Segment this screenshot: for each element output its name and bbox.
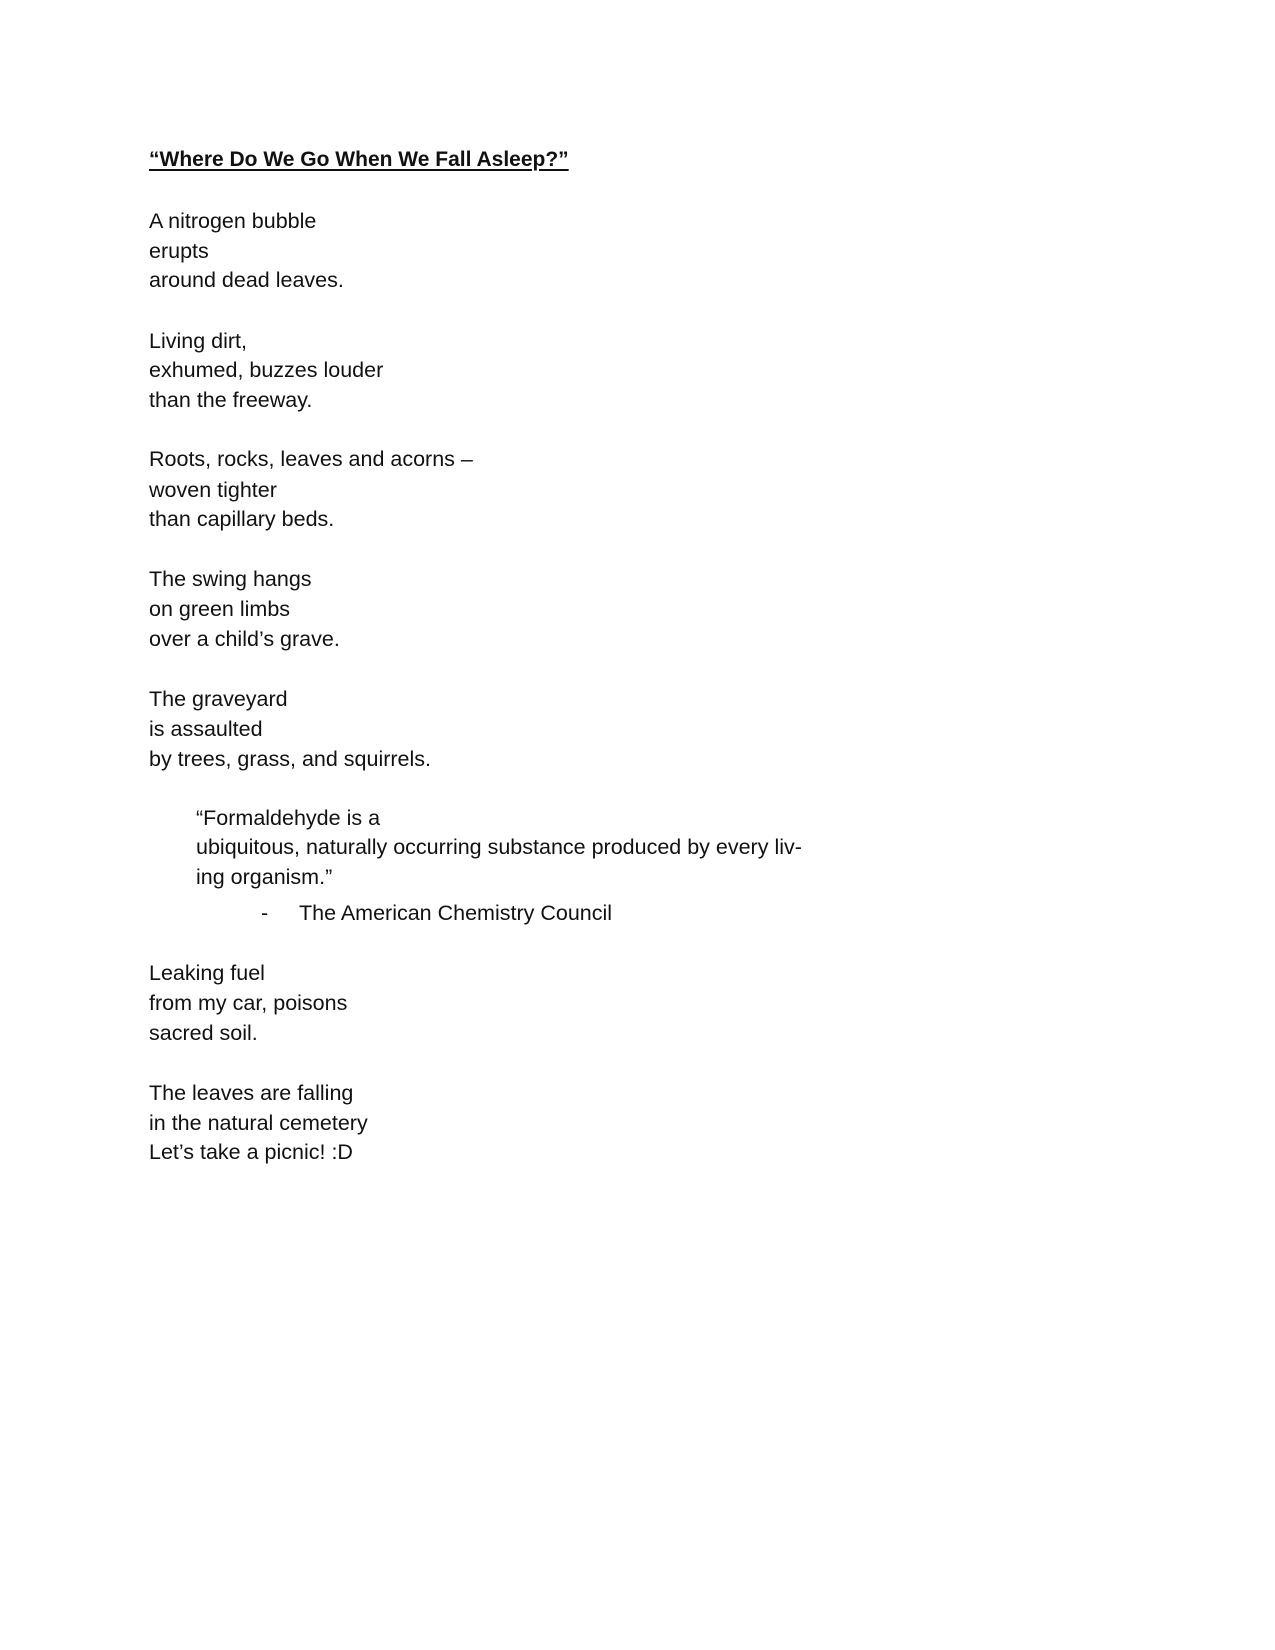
poem-line: exhumed, buzzes louder [149, 358, 384, 382]
poem-line: The swing hangs [149, 567, 312, 591]
attribution-dash: - [261, 901, 269, 925]
poem-line: from my car, poisons [149, 991, 348, 1015]
poem-line: Roots, rocks, leaves and acorns – [149, 447, 473, 471]
quote-line: ubiquitous, naturally occurring substance produced by every liv- [196, 835, 802, 859]
poem-line: erupts [149, 239, 209, 263]
attribution-source: The American Chemistry Council [299, 901, 613, 925]
poem-line: than capillary beds. [149, 507, 335, 531]
poem-line: around dead leaves. [149, 268, 344, 292]
poem-line: is assaulted [149, 717, 263, 741]
poem-line: in the natural cemetery [149, 1111, 368, 1135]
poem-line: over a child’s grave. [149, 627, 340, 651]
poem-line: Let’s take a picnic! :D [149, 1140, 353, 1164]
poem-line: woven tighter [149, 478, 277, 502]
poem-line: A nitrogen bubble [149, 209, 317, 233]
poem-line: Leaking fuel [149, 961, 265, 985]
quote-line: “Formaldehyde is a [196, 806, 381, 830]
poem-line: on green limbs [149, 597, 291, 621]
poem-line: sacred soil. [149, 1021, 258, 1045]
poem-line: by trees, grass, and squirrels. [149, 747, 432, 771]
quote-line: ing organism.” [196, 865, 333, 889]
poem-title: “Where Do We Go When We Fall Asleep?” [149, 148, 569, 171]
poem-line: The leaves are falling [149, 1081, 354, 1105]
poem-line: The graveyard [149, 687, 288, 711]
poem-line: than the freeway. [149, 388, 313, 412]
poem-line: Living dirt, [149, 329, 247, 353]
